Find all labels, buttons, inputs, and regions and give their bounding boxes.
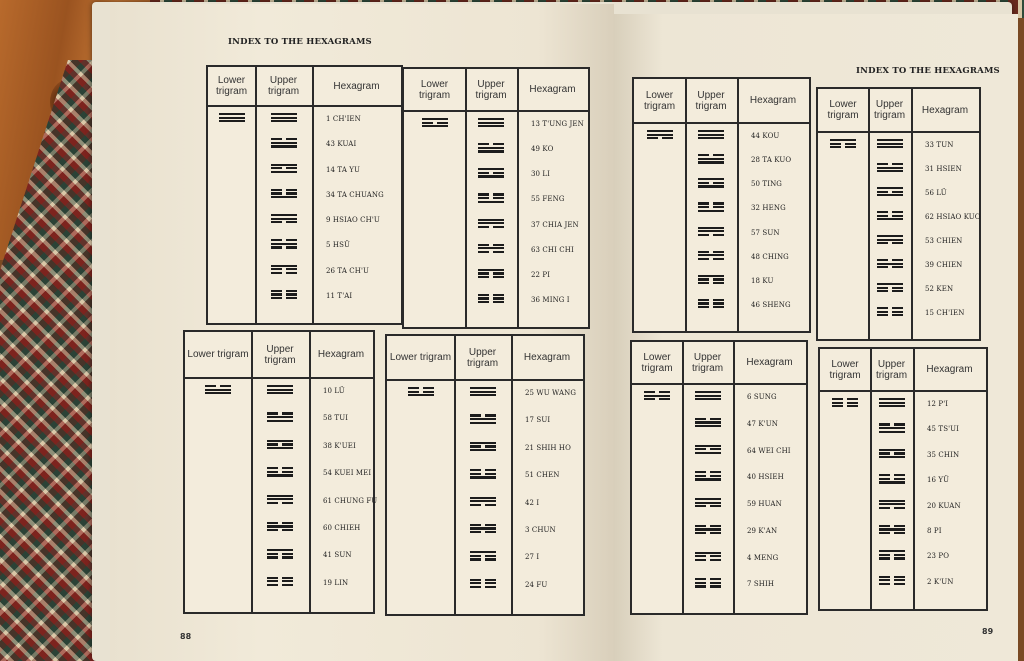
upper-trigram-icon <box>877 259 903 269</box>
header-upper-trigram: Upper trigram <box>873 99 906 121</box>
hexagram-name: 30 LI <box>531 170 551 179</box>
hexagram-table <box>816 87 981 341</box>
hexagram-name: 47 K'UN <box>747 419 779 428</box>
running-head-left: INDEX TO THE HEXAGRAMS <box>228 37 372 47</box>
header-lower-trigram: Lower trigram <box>215 75 248 97</box>
hexagram-name: 18 KU <box>751 276 774 285</box>
hexagram-name: 50 TING <box>751 180 782 189</box>
hexagram-name: 14 TA YU <box>326 165 361 174</box>
hexagram-name: 12 P'I <box>927 400 949 408</box>
upper-trigram-icon <box>879 423 905 433</box>
hexagram-name: 39 CHIEN <box>925 261 963 269</box>
upper-trigram-icon <box>478 118 504 128</box>
hexagram-name: 64 WEI CHI <box>747 446 791 455</box>
upper-trigram-icon <box>695 578 721 588</box>
running-head-right: INDEX TO THE HEXAGRAMS <box>856 66 1000 76</box>
hexagram-name: 31 HSIEN <box>925 165 962 173</box>
upper-trigram-icon <box>470 469 496 479</box>
upper-trigram-icon <box>267 385 293 395</box>
hexagram-name: 7 SHIH <box>747 580 775 589</box>
column-divider <box>255 67 257 323</box>
hexagram-name: 13 T'UNG JEN <box>531 120 584 128</box>
hexagram-name: 42 I <box>525 498 540 507</box>
upper-trigram-icon <box>698 227 724 237</box>
lower-trigram-icon <box>205 385 231 395</box>
hexagram-name: 57 SUN <box>751 228 780 237</box>
header-hexagram: Hexagram <box>749 95 797 106</box>
header-lower-trigram: Lower trigram <box>641 351 673 374</box>
upper-trigram-icon <box>877 283 903 293</box>
hexagram-name: 4 MENG <box>747 553 779 562</box>
header-hexagram: Hexagram <box>529 84 576 95</box>
header-upper-trigram: Upper trigram <box>691 351 724 374</box>
hexagram-name: 28 TA KUO <box>751 156 792 165</box>
hexagram-name: 56 LÜ <box>925 189 947 197</box>
hexagram-table <box>402 67 590 329</box>
upper-trigram-icon <box>470 387 496 397</box>
hexagram-name: 51 CHEN <box>525 471 560 480</box>
header-lower-trigram: Lower trigram <box>187 349 249 360</box>
page-number-right: 89 <box>982 627 994 636</box>
upper-trigram-icon <box>271 138 297 148</box>
hexagram-name: 10 LÜ <box>323 387 345 395</box>
upper-trigram-icon <box>267 412 293 422</box>
upper-trigram-icon <box>478 244 504 254</box>
hexagram-table <box>206 65 403 325</box>
hexagram-name: 23 PO <box>927 552 950 561</box>
hexagram-name: 48 CHING <box>751 252 789 261</box>
hexagram-name: 15 CH'IEN <box>925 309 965 317</box>
hexagram-name: 40 HSIEH <box>747 473 784 482</box>
upper-trigram-icon <box>478 219 504 229</box>
hexagram-name: 54 KUEI MEI <box>323 469 372 478</box>
upper-trigram-icon <box>877 139 903 149</box>
upper-trigram-icon <box>478 294 504 304</box>
upper-trigram-icon <box>470 497 496 507</box>
header-upper-trigram: Upper trigram <box>466 346 499 369</box>
upper-trigram-icon <box>877 187 903 197</box>
hexagram-name: 25 WU WANG <box>525 389 577 397</box>
upper-trigram-icon <box>695 525 721 535</box>
header-hexagram: Hexagram <box>333 80 380 92</box>
hexagram-name: 5 HSÜ <box>326 241 350 250</box>
header-hexagram: Hexagram <box>926 364 973 375</box>
hexagram-name: 34 TA CHUANG <box>326 190 384 199</box>
page-number-left: 88 <box>180 632 192 641</box>
lower-trigram-icon <box>422 118 448 128</box>
hexagram-name: 37 CHIA JEN <box>531 220 579 229</box>
upper-trigram-icon <box>879 576 905 586</box>
hexagram-name: 8 PI <box>927 526 942 535</box>
lower-trigram-icon <box>830 139 856 149</box>
lower-trigram-icon <box>408 387 434 397</box>
hexagram-name: 24 FU <box>525 580 548 589</box>
hexagram-table <box>630 340 808 615</box>
hexagram-name: 16 YÜ <box>927 476 950 485</box>
hexagram-name: 63 CHI CHI <box>531 245 574 254</box>
upper-trigram-icon <box>271 265 297 275</box>
upper-trigram-icon <box>877 307 903 317</box>
upper-trigram-icon <box>695 391 721 401</box>
hexagram-name: 19 LIN <box>323 578 349 587</box>
hexagram-name: 32 HENG <box>751 204 786 213</box>
hexagram-table <box>818 347 988 611</box>
upper-trigram-icon <box>879 474 905 484</box>
upper-trigram-icon <box>695 445 721 455</box>
upper-trigram-icon <box>271 290 297 300</box>
upper-trigram-icon <box>267 467 293 477</box>
hexagram-name: 59 HUAN <box>747 500 782 508</box>
hexagram-name: 2 K'UN <box>927 577 954 586</box>
hexagram-name: 9 HSIAO CH'U <box>326 216 380 224</box>
hexagram-name: 53 CHIEN <box>925 237 963 245</box>
upper-trigram-icon <box>267 495 293 505</box>
hexagram-name: 44 KOU <box>751 132 780 140</box>
header-hexagram: Hexagram <box>317 349 365 360</box>
upper-trigram-icon <box>267 577 293 587</box>
header-upper-trigram: Upper trigram <box>267 75 300 97</box>
upper-trigram-icon <box>478 168 504 178</box>
upper-trigram-icon <box>698 178 724 188</box>
header-hexagram: Hexagram <box>746 357 793 368</box>
lower-trigram-icon <box>832 398 858 408</box>
upper-trigram-icon <box>271 239 297 249</box>
upper-trigram-icon <box>470 442 496 452</box>
upper-trigram-icon <box>478 269 504 279</box>
upper-trigram-icon <box>698 299 724 309</box>
hexagram-name: 45 TS'UI <box>927 425 959 434</box>
upper-trigram-icon <box>698 130 724 140</box>
hexagram-name: 35 CHIN <box>927 450 960 459</box>
upper-trigram-icon <box>877 163 903 173</box>
hexagram-name: 58 TUI <box>323 414 349 423</box>
header-lower-trigram: Lower trigram <box>829 358 861 381</box>
upper-trigram-icon <box>698 154 724 164</box>
hexagram-name: 52 KEN <box>925 285 954 293</box>
upper-trigram-icon <box>470 579 496 589</box>
header-upper-trigram: Upper trigram <box>875 358 908 381</box>
hexagram-name: 3 CHUN <box>525 525 556 534</box>
hexagram-table <box>183 330 378 614</box>
upper-trigram-icon <box>879 449 905 459</box>
hexagram-name: 17 SUI <box>525 416 551 425</box>
upper-trigram-icon <box>271 189 297 199</box>
upper-trigram-icon <box>470 551 496 561</box>
lower-trigram-icon <box>644 391 670 401</box>
upper-trigram-icon <box>271 113 297 123</box>
hexagram-name: 43 KUAI <box>326 140 357 149</box>
upper-trigram-icon <box>470 524 496 534</box>
hexagram-name: 41 SUN <box>323 551 352 560</box>
hexagram-table <box>385 334 585 616</box>
hexagram-name: 27 I <box>525 553 540 562</box>
upper-trigram-icon <box>877 235 903 245</box>
header-lower-trigram: Lower trigram <box>643 89 676 112</box>
hexagram-name: 55 FENG <box>531 195 565 204</box>
upper-trigram-icon <box>478 193 504 203</box>
hexagram-name: 60 CHIEH <box>323 523 361 532</box>
lower-trigram-icon <box>219 113 245 123</box>
header-upper-trigram: Upper trigram <box>475 78 507 101</box>
header-lower-trigram: Lower trigram <box>389 352 452 363</box>
lower-trigram-icon <box>647 130 673 140</box>
hexagram-name: 62 HSIAO KUO <box>925 213 981 221</box>
upper-trigram-icon <box>879 500 905 510</box>
header-hexagram: Hexagram <box>523 352 571 363</box>
hexagram-name: 49 KO <box>531 145 554 154</box>
hexagram-name: 36 MING I <box>531 295 570 304</box>
hexagram-table <box>632 77 811 333</box>
upper-trigram-icon <box>879 398 905 408</box>
upper-trigram-icon <box>879 525 905 535</box>
upper-trigram-icon <box>695 498 721 508</box>
column-divider <box>312 67 314 323</box>
hexagram-name: 29 K'AN <box>747 526 778 535</box>
upper-trigram-icon <box>695 552 721 562</box>
hexagram-name: 21 SHIH HO <box>525 443 571 452</box>
upper-trigram-icon <box>698 202 724 212</box>
upper-trigram-icon <box>267 522 293 532</box>
upper-trigram-icon <box>695 418 721 428</box>
header-hexagram: Hexagram <box>921 104 969 116</box>
upper-trigram-icon <box>470 414 496 424</box>
hexagram-name: 1 CH'IEN <box>326 115 361 123</box>
hexagram-name: 61 CHUNG FU <box>323 496 378 505</box>
upper-trigram-icon <box>698 251 724 261</box>
upper-trigram-icon <box>271 214 297 224</box>
upper-trigram-icon <box>698 275 724 285</box>
header-upper-trigram: Upper trigram <box>695 89 727 112</box>
hexagram-name: 38 K'UEI <box>323 441 356 450</box>
header-lower-trigram: Lower trigram <box>827 99 859 121</box>
upper-trigram-icon <box>271 164 297 174</box>
upper-trigram-icon <box>695 471 721 481</box>
hexagram-name: 33 TUN <box>925 141 954 149</box>
hexagram-name: 22 PI <box>531 270 551 279</box>
hexagram-name: 20 KUAN <box>927 501 961 510</box>
header-lower-trigram: Lower trigram <box>418 78 451 101</box>
header-upper-trigram: Upper trigram <box>264 343 296 366</box>
hexagram-name: 46 SHENG <box>751 300 791 309</box>
upper-trigram-icon <box>267 440 293 450</box>
upper-trigram-icon <box>879 550 905 560</box>
hexagram-name: 26 TA CH'U <box>326 266 369 275</box>
upper-trigram-icon <box>267 549 293 559</box>
hexagram-name: 6 SUNG <box>747 393 777 401</box>
upper-trigram-icon <box>877 211 903 221</box>
hexagram-name: 11 T'AI <box>326 291 353 300</box>
upper-trigram-icon <box>478 143 504 153</box>
